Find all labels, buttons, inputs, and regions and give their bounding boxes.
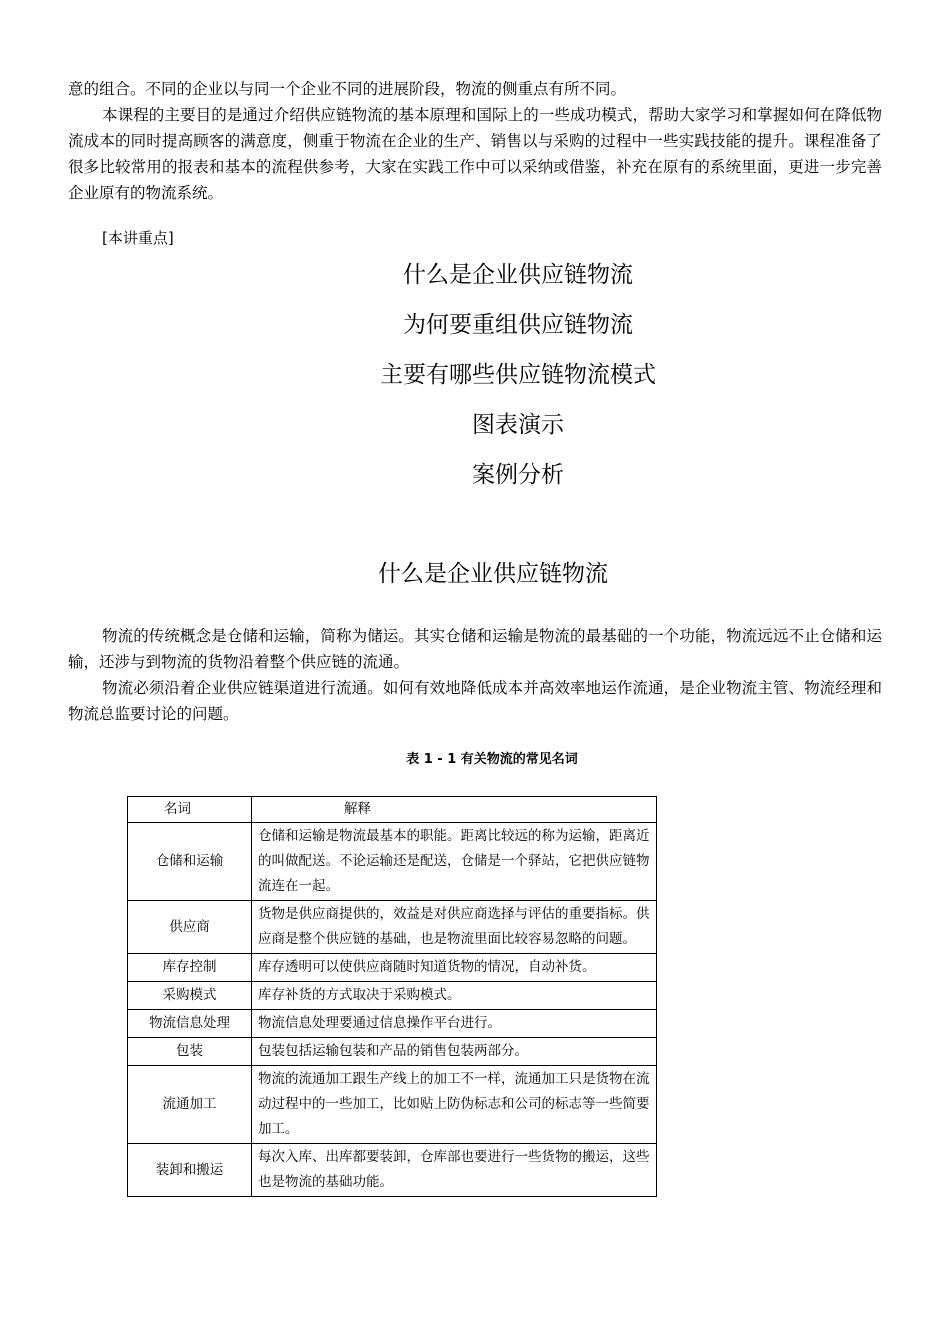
key-point-3: 主要有哪些供应链物流模式 xyxy=(380,362,656,388)
explanation-cell: 包装包括运输包装和产品的销售包装两部分。 xyxy=(252,1038,657,1066)
paragraph-supply-chain-flow: 物流必须沿着企业供应链渠道进行流通。如何有效地降低成本并高效率地运作流通，是企业物流主管、物流经理和物流总监要讨论的问题。 xyxy=(68,679,882,723)
key-point-2: 为何要重组供应链物流 xyxy=(403,312,633,338)
paragraph-traditional-concept: 物流的传统概念是仓储和运输，简称为储运。其实仓储和运输是物流的最基础的一个功能，物流远远不止仓储和运输，还涉与到物流的货物沿着整个供应链的流通。 xyxy=(68,627,882,671)
key-points-label: [本讲重点] xyxy=(102,229,174,247)
table-row xyxy=(128,1144,657,1197)
table-caption: 表 1 - 1 有关物流的常见名词 xyxy=(406,752,578,767)
table-row xyxy=(128,1066,657,1144)
explanation-cell: 货物是供应商提供的，效益是对供应商选择与评估的重要指标。供应商是整个供应链的基础，也是物流里面比较容易忽略的问题。 xyxy=(252,901,657,954)
table-row xyxy=(128,1038,657,1066)
term-cell: 仓储和运输 xyxy=(128,823,252,901)
term-cell: 采购模式 xyxy=(128,982,252,1010)
explanation-cell: 每次入库、出库都要装卸，仓库部也要进行一些货物的搬运，这些也是物流的基础功能。 xyxy=(252,1144,657,1197)
explanation-cell: 库存补货的方式取决于采购模式。 xyxy=(252,982,657,1010)
paragraph-intro-end: 意的组合。不同的企业以与同一个企业不同的进展阶段，物流的侧重点有所不同。 xyxy=(68,80,627,98)
logistics-terms-table xyxy=(127,796,657,1197)
header-explanation: 解释 xyxy=(252,797,657,823)
term-cell: 物流信息处理 xyxy=(128,1010,252,1038)
explanation-cell: 物流信息处理要通过信息操作平台进行。 xyxy=(252,1010,657,1038)
table-row xyxy=(128,1010,657,1038)
key-point-5: 案例分析 xyxy=(472,462,564,488)
term-cell: 供应商 xyxy=(128,901,252,954)
explanation-cell: 物流的流通加工跟生产线上的加工不一样，流通加工只是货物在流动过程中的一些加工，比如贴上防伪标志和公司的标志等一些简要加工。 xyxy=(252,1066,657,1144)
term-cell: 库存控制 xyxy=(128,954,252,982)
section-title: 什么是企业供应链物流 xyxy=(378,561,608,587)
paragraph-course-goal: 本课程的主要目的是通过介绍供应链物流的基本原理和国际上的一些成功模式，帮助大家学习和掌握如何在降低物流成本的同时提高顾客的满意度，侧重于物流在企业的生产、销售以与采购的过程中一些实践技能的提升。课程准备了很多比较常用的报表和基本的流程供参考，大家在实践工作中可以采纳或借鉴，补充在原有的系统里面，更进一步完善企业原有的物流系统。 xyxy=(68,106,882,202)
header-term: 名词 xyxy=(128,797,252,823)
table-row xyxy=(128,901,657,954)
term-cell: 包装 xyxy=(128,1038,252,1066)
term-cell: 装卸和搬运 xyxy=(128,1144,252,1197)
explanation-cell: 库存透明可以使供应商随时知道货物的情况，自动补货。 xyxy=(252,954,657,982)
table-row xyxy=(128,954,657,982)
table-header-row xyxy=(128,797,657,823)
table-row xyxy=(128,982,657,1010)
explanation-cell: 仓储和运输是物流最基本的职能。距离比较远的称为运输，距离近的叫做配送。不论运输还是配送，仓储是一个驿站，它把供应链物流连在一起。 xyxy=(252,823,657,901)
term-cell: 流通加工 xyxy=(128,1066,252,1144)
key-point-1: 什么是企业供应链物流 xyxy=(403,262,633,288)
key-point-4: 图表演示 xyxy=(472,412,564,438)
table-row xyxy=(128,823,657,901)
